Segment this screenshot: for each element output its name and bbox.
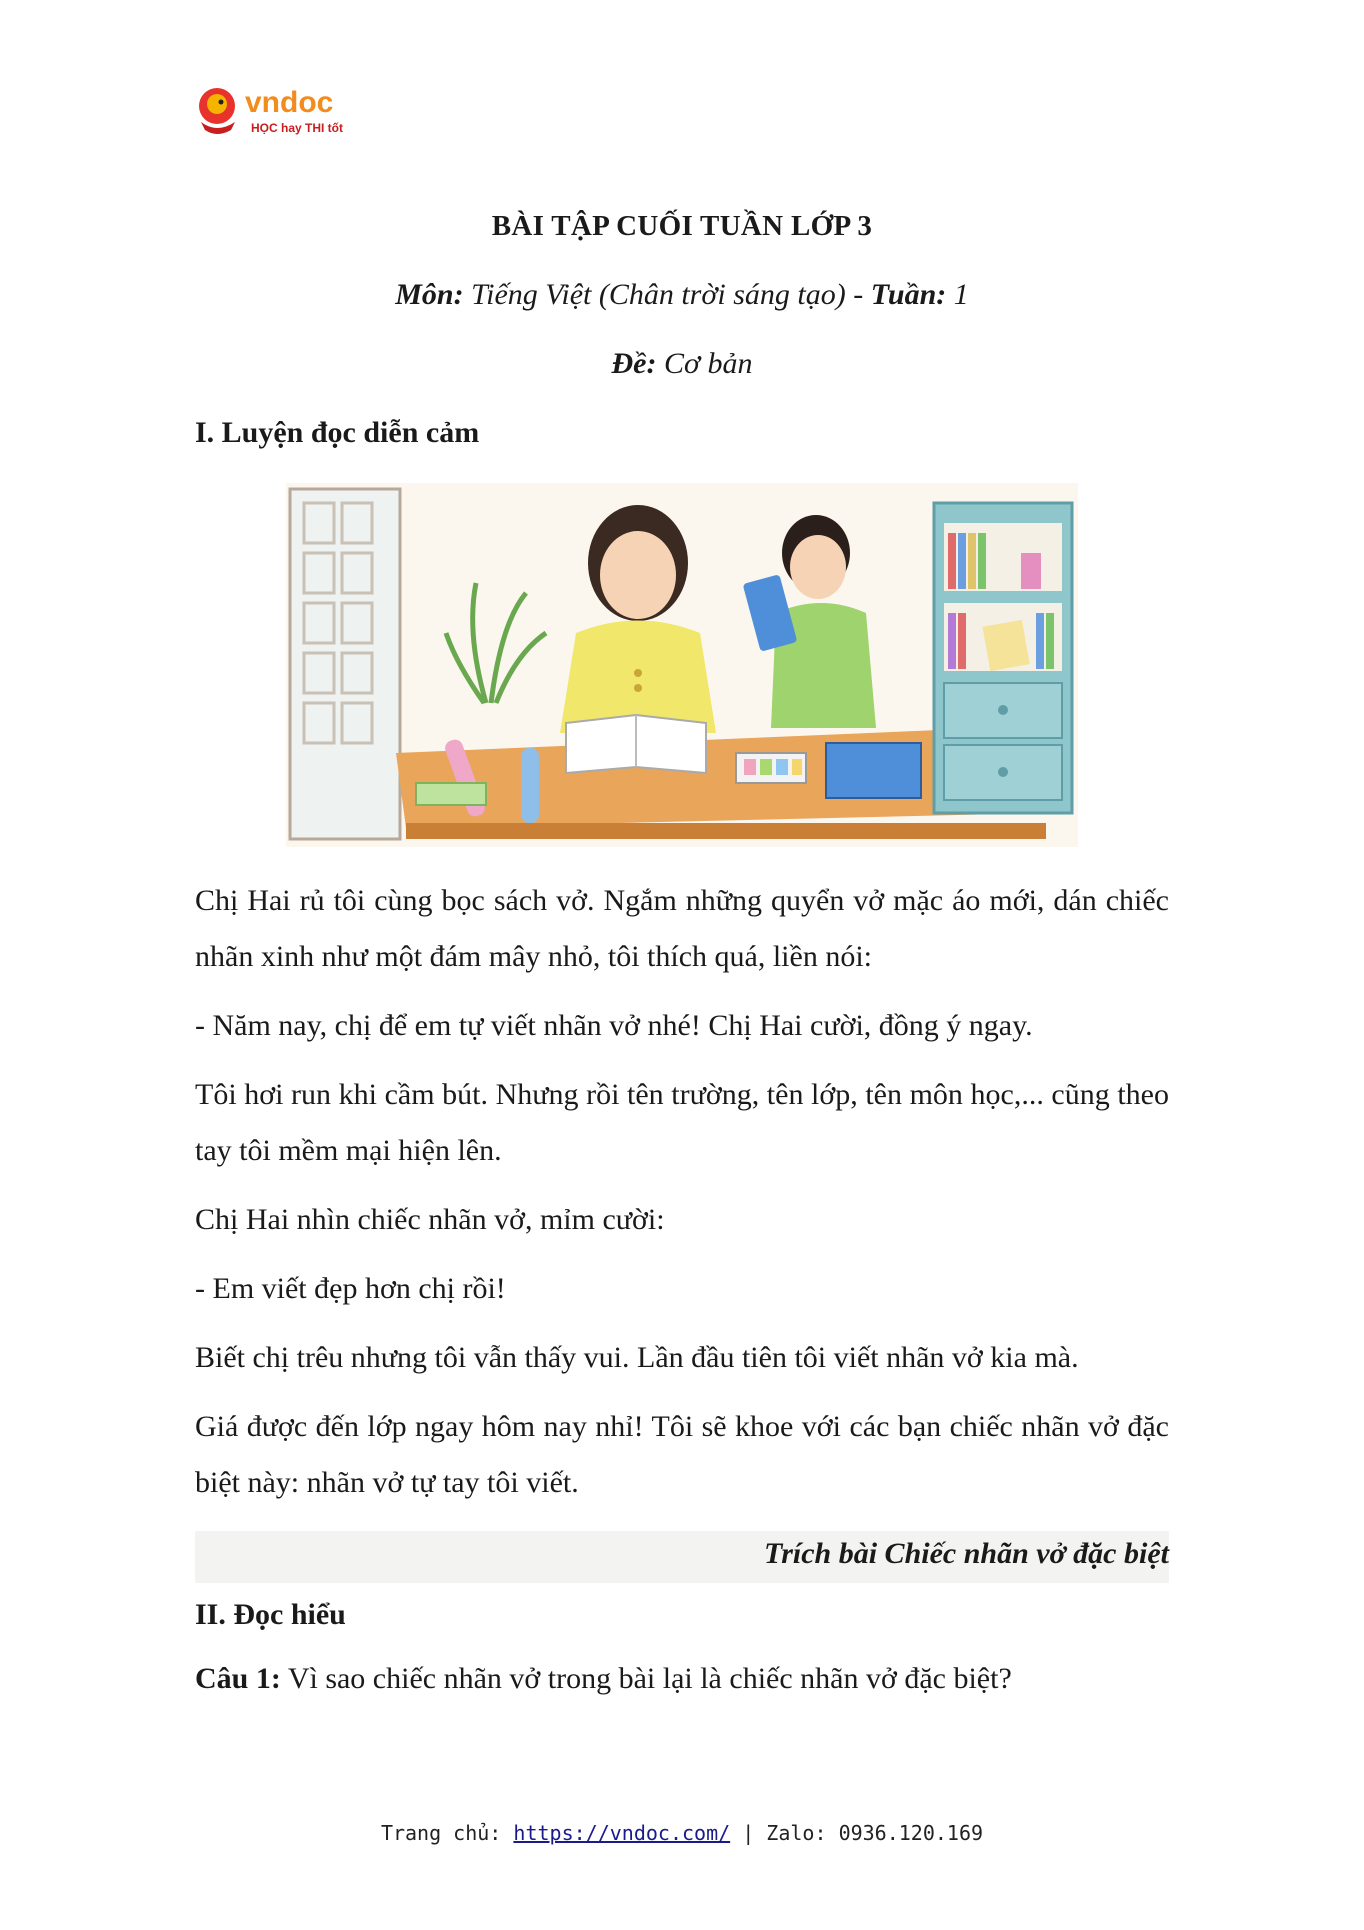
passage-paragraph: Chị Hai nhìn chiếc nhãn vở, mỉm cười: <box>195 1203 665 1236</box>
question-1 <box>195 1662 1012 1696</box>
question-1-label: Câu 1: <box>195 1662 281 1695</box>
passage-paragraph: - Em viết đẹp hơn chị rồi! <box>195 1272 506 1305</box>
source-citation: Trích bài Chiếc nhãn vở đặc biệt <box>764 1537 1169 1570</box>
vndoc-logo <box>195 82 375 140</box>
page-footer <box>0 1821 1364 1845</box>
subject-separator: - <box>853 278 864 311</box>
section-1-heading: I. Luyện đọc diễn cảm <box>195 416 480 449</box>
logo-tagline: HỌC hay THI tốt <box>251 121 343 135</box>
week-label: Tuần: <box>870 278 947 311</box>
week-value: 1 <box>953 278 969 311</box>
page-title: BÀI TẬP CUỐI TUẦN LỚP 3 <box>491 210 873 242</box>
footer-home-link[interactable]: https://vndoc.com/ <box>513 1821 731 1845</box>
level-label: Đề: <box>611 347 657 380</box>
footer-zalo-number: 0936.120.169 <box>838 1821 984 1845</box>
source-citation-band <box>195 1531 1169 1583</box>
subject-value: Tiếng Việt (Chân trời sáng tạo) <box>471 278 846 311</box>
passage-paragraph: Biết chị trêu nhưng tôi vẫn thấy vui. Lần đầu tiên tôi viết nhãn vở kia mà. <box>195 1341 1079 1374</box>
logo-brand: vndoc <box>245 86 334 119</box>
story-illustration <box>286 483 1078 847</box>
passage-paragraph: Giá được đến lớp ngay hôm nay nhỉ! Tôi sẽ khoe với các bạn chiếc nhãn vở đặc biệt này: nhãn vở tự tay tôi viết. <box>195 1410 1169 1499</box>
footer-home-label: Trang chủ: <box>380 1821 502 1845</box>
footer-divider: | <box>742 1821 755 1845</box>
question-1-text: Vì sao chiếc nhãn vở trong bài lại là chiếc nhãn vở đặc biệt? <box>287 1662 1012 1695</box>
passage-paragraph: Tôi hơi run khi cầm bút. Nhưng rồi tên trường, tên lớp, tên môn học,... cũng theo tay tôi mềm mại hiện lên. <box>195 1078 1169 1167</box>
passage-paragraph: - Năm nay, chị để em tự viết nhãn vở nhé! Chị Hai cười, đồng ý ngay. <box>195 1009 1033 1042</box>
subject-label: Môn: <box>395 278 464 311</box>
level-line <box>0 347 1364 381</box>
footer-zalo-label: Zalo: <box>766 1821 827 1845</box>
section-2-heading: II. Đọc hiểu <box>195 1598 346 1631</box>
passage-paragraph: Chị Hai rủ tôi cùng bọc sách vở. Ngắm những quyển vở mặc áo mới, dán chiếc nhãn xinh như một đám mây nhỏ, tôi thích quá, liền nói: <box>195 884 1169 973</box>
subject-line <box>0 278 1364 312</box>
level-value: Cơ bản <box>663 347 753 380</box>
